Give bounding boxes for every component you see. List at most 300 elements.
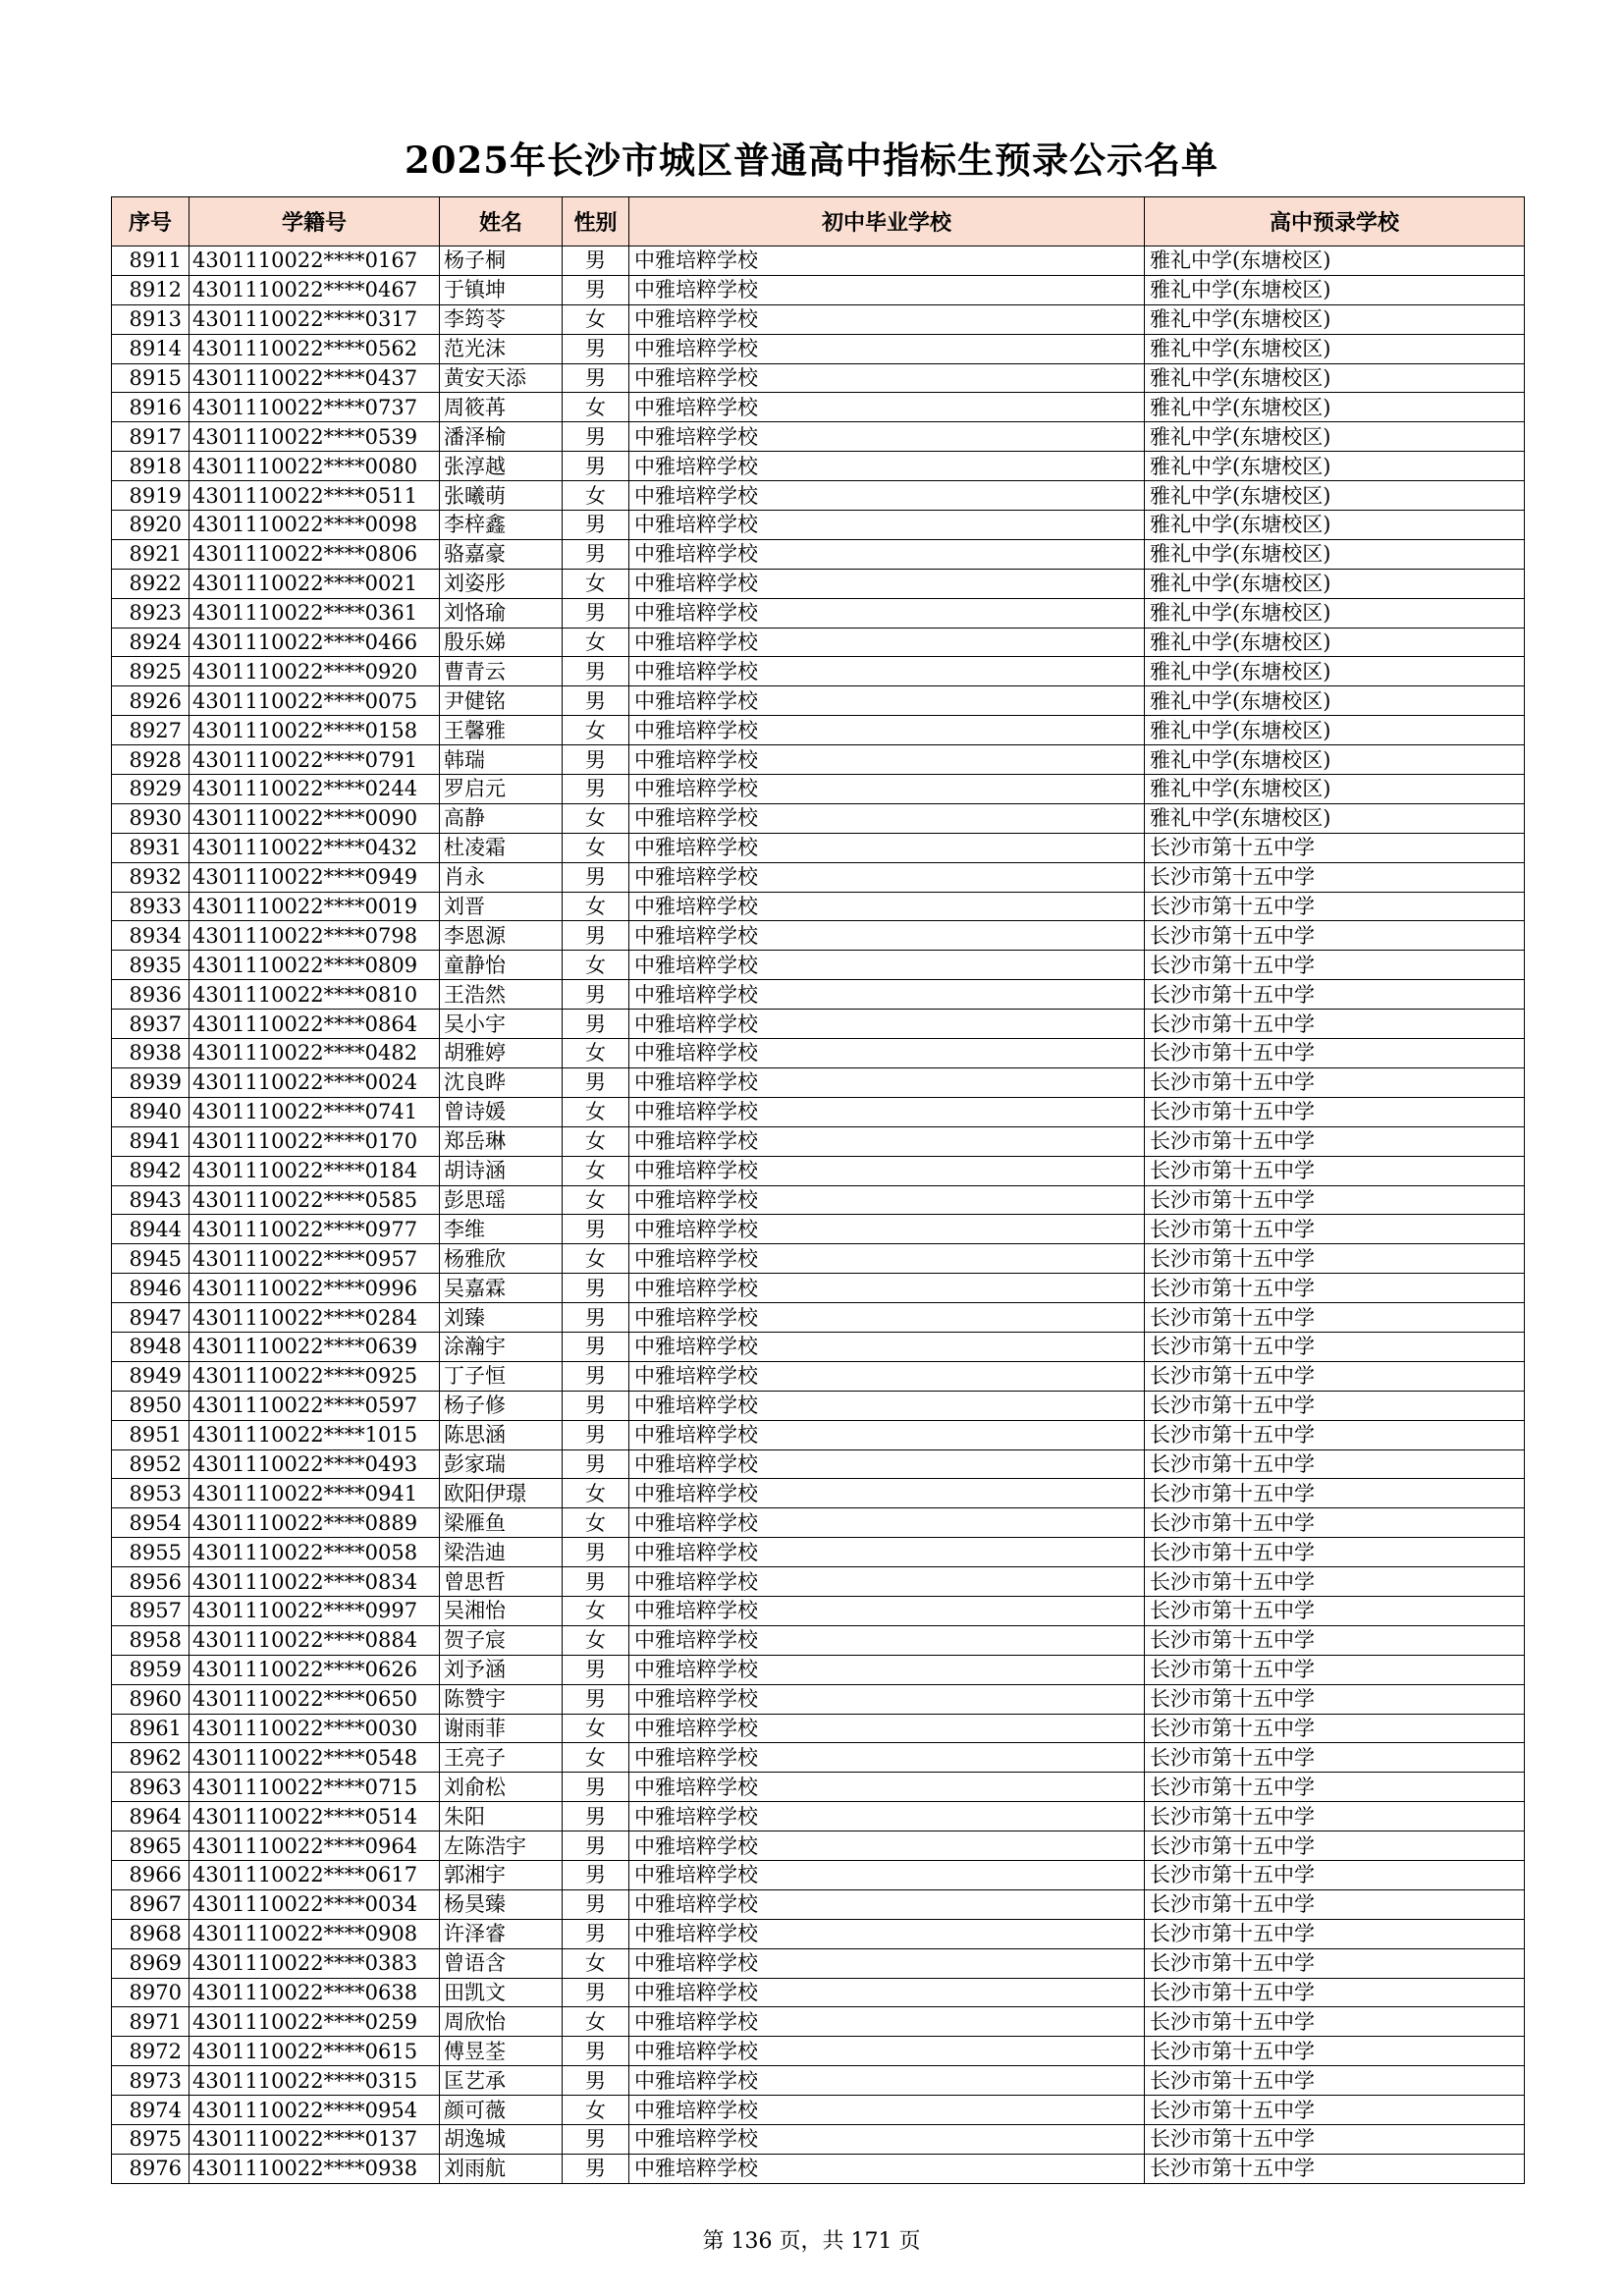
gender-cell: 男 xyxy=(563,1010,629,1039)
name-cell: 胡雅婷 xyxy=(440,1039,563,1068)
gender-cell: 男 xyxy=(563,775,629,804)
page-title: 2025年长沙市城区普通高中指标生预录公示名单 xyxy=(405,138,1218,182)
name-cell: 张曦萌 xyxy=(440,481,563,511)
serial-no-cell: 8969 xyxy=(112,1948,189,1978)
table-row xyxy=(112,1508,1525,1538)
serial-no-cell: 8942 xyxy=(112,1156,189,1185)
serial-no-cell: 8951 xyxy=(112,1420,189,1449)
senior-school-cell: 长沙市第十五中学 xyxy=(1145,1508,1525,1538)
junior-school-cell: 中雅培粹学校 xyxy=(629,657,1145,686)
serial-no-cell: 8956 xyxy=(112,1567,189,1597)
serial-no-cell: 8924 xyxy=(112,628,189,657)
name-cell: 尹健铭 xyxy=(440,686,563,716)
senior-school-cell: 雅礼中学(东塘校区) xyxy=(1145,657,1525,686)
junior-school-cell: 中雅培粹学校 xyxy=(629,1860,1145,1889)
junior-school-cell: 中雅培粹学校 xyxy=(629,1479,1145,1508)
gender-cell: 男 xyxy=(563,980,629,1010)
gender-cell: 男 xyxy=(563,1567,629,1597)
senior-school-cell: 雅礼中学(东塘校区) xyxy=(1145,334,1525,363)
serial-no-cell: 8968 xyxy=(112,1919,189,1948)
student-id-cell: 4301110022****0137 xyxy=(189,2125,440,2155)
senior-school-cell: 长沙市第十五中学 xyxy=(1145,1185,1525,1215)
junior-school-cell: 中雅培粹学校 xyxy=(629,2096,1145,2125)
gender-cell: 女 xyxy=(563,481,629,511)
gender-cell: 女 xyxy=(563,1948,629,1978)
gender-cell: 男 xyxy=(563,598,629,628)
table-row xyxy=(112,1097,1525,1126)
junior-school-cell: 中雅培粹学校 xyxy=(629,1303,1145,1333)
junior-school-cell: 中雅培粹学校 xyxy=(629,1361,1145,1391)
junior-school-cell: 中雅培粹学校 xyxy=(629,1420,1145,1449)
name-cell: 王馨雅 xyxy=(440,716,563,745)
gender-cell: 男 xyxy=(563,334,629,363)
table-row xyxy=(112,452,1525,481)
name-cell: 梁浩迪 xyxy=(440,1538,563,1567)
senior-school-cell: 雅礼中学(东塘校区) xyxy=(1145,569,1525,598)
name-cell: 陈赞宇 xyxy=(440,1684,563,1714)
gender-cell: 男 xyxy=(563,1420,629,1449)
junior-school-cell: 中雅培粹学校 xyxy=(629,2066,1145,2096)
serial-no-cell: 8955 xyxy=(112,1538,189,1567)
serial-no-cell: 8931 xyxy=(112,833,189,862)
student-id-cell: 4301110022****0437 xyxy=(189,363,440,393)
table-row xyxy=(112,2125,1525,2155)
student-id-cell: 4301110022****0562 xyxy=(189,334,440,363)
senior-school-cell: 长沙市第十五中学 xyxy=(1145,1274,1525,1303)
student-id-cell: 4301110022****0639 xyxy=(189,1332,440,1361)
serial-no-cell: 8964 xyxy=(112,1802,189,1831)
junior-school-cell: 中雅培粹学校 xyxy=(629,334,1145,363)
serial-no-cell: 8954 xyxy=(112,1508,189,1538)
student-id-cell: 4301110022****0864 xyxy=(189,1010,440,1039)
table-row xyxy=(112,393,1525,422)
gender-cell: 女 xyxy=(563,892,629,921)
table-row xyxy=(112,1215,1525,1244)
junior-school-cell: 中雅培粹学校 xyxy=(629,833,1145,862)
student-id-cell: 4301110022****0019 xyxy=(189,892,440,921)
gender-cell: 男 xyxy=(563,657,629,686)
table-row xyxy=(112,569,1525,598)
student-id-cell: 4301110022****0466 xyxy=(189,628,440,657)
student-id-cell: 4301110022****0920 xyxy=(189,657,440,686)
name-cell: 彭思瑶 xyxy=(440,1185,563,1215)
table-row xyxy=(112,862,1525,892)
serial-no-cell: 8975 xyxy=(112,2125,189,2155)
student-id-cell: 4301110022****0024 xyxy=(189,1067,440,1097)
junior-school-cell: 中雅培粹学校 xyxy=(629,1978,1145,2007)
name-cell: 沈良晔 xyxy=(440,1067,563,1097)
table-row xyxy=(112,1714,1525,1743)
gender-cell: 男 xyxy=(563,1655,629,1684)
gender-cell: 男 xyxy=(563,511,629,540)
gender-cell: 女 xyxy=(563,951,629,980)
name-cell: 王亮子 xyxy=(440,1743,563,1773)
student-id-cell: 4301110022****0034 xyxy=(189,1889,440,1919)
junior-school-cell: 中雅培粹学校 xyxy=(629,569,1145,598)
student-id-cell: 4301110022****0638 xyxy=(189,1978,440,2007)
student-id-cell: 4301110022****0925 xyxy=(189,1361,440,1391)
name-cell: 曹青云 xyxy=(440,657,563,686)
serial-no-cell: 8935 xyxy=(112,951,189,980)
senior-school-cell: 长沙市第十五中学 xyxy=(1145,1332,1525,1361)
table-row xyxy=(112,716,1525,745)
name-cell: 胡诗涵 xyxy=(440,1156,563,1185)
name-cell: 曾语含 xyxy=(440,1948,563,1978)
table-row xyxy=(112,1479,1525,1508)
name-cell: 刘雨航 xyxy=(440,2154,563,2183)
gender-cell: 男 xyxy=(563,1802,629,1831)
name-cell: 周欣怡 xyxy=(440,2007,563,2037)
gender-cell: 男 xyxy=(563,1919,629,1948)
table-row xyxy=(112,598,1525,628)
gender-cell: 男 xyxy=(563,1391,629,1420)
serial-no-cell: 8928 xyxy=(112,745,189,775)
student-id-cell: 4301110022****0075 xyxy=(189,686,440,716)
senior-school-cell: 雅礼中学(东塘校区) xyxy=(1145,775,1525,804)
name-cell: 骆嘉豪 xyxy=(440,539,563,569)
senior-school-cell: 长沙市第十五中学 xyxy=(1145,1126,1525,1156)
table-row xyxy=(112,334,1525,363)
name-cell: 殷乐娣 xyxy=(440,628,563,657)
gender-cell: 男 xyxy=(563,1361,629,1391)
name-cell: 童静怡 xyxy=(440,951,563,980)
name-cell: 杨雅欣 xyxy=(440,1244,563,1274)
serial-no-cell: 8952 xyxy=(112,1449,189,1479)
table-row xyxy=(112,980,1525,1010)
serial-no-cell: 8926 xyxy=(112,686,189,716)
name-cell: 郭湘宇 xyxy=(440,1860,563,1889)
serial-no-cell: 8915 xyxy=(112,363,189,393)
name-cell: 丁子恒 xyxy=(440,1361,563,1391)
junior-school-cell: 中雅培粹学校 xyxy=(629,452,1145,481)
gender-cell: 男 xyxy=(563,1449,629,1479)
student-id-cell: 4301110022****0941 xyxy=(189,1479,440,1508)
name-cell: 朱阳 xyxy=(440,1802,563,1831)
gender-cell: 男 xyxy=(563,2037,629,2066)
gender-cell: 女 xyxy=(563,803,629,833)
student-id-cell: 4301110022****0996 xyxy=(189,1274,440,1303)
table-row xyxy=(112,1420,1525,1449)
gender-cell: 男 xyxy=(563,422,629,452)
name-cell: 潘泽榆 xyxy=(440,422,563,452)
student-id-cell: 4301110022****0889 xyxy=(189,1508,440,1538)
junior-school-cell: 中雅培粹学校 xyxy=(629,803,1145,833)
junior-school-cell: 中雅培粹学校 xyxy=(629,1773,1145,1802)
junior-school-cell: 中雅培粹学校 xyxy=(629,1802,1145,1831)
serial-no-cell: 8945 xyxy=(112,1244,189,1274)
senior-school-cell: 长沙市第十五中学 xyxy=(1145,1215,1525,1244)
gender-cell: 男 xyxy=(563,1684,629,1714)
senior-school-cell: 雅礼中学(东塘校区) xyxy=(1145,422,1525,452)
table-row xyxy=(112,275,1525,304)
name-cell: 刘俞松 xyxy=(440,1773,563,1802)
serial-no-cell: 8971 xyxy=(112,2007,189,2037)
table-row xyxy=(112,2096,1525,2125)
student-id-cell: 4301110022****0715 xyxy=(189,1773,440,1802)
junior-school-cell: 中雅培粹学校 xyxy=(629,2037,1145,2066)
gender-cell: 女 xyxy=(563,1156,629,1185)
name-cell: 刘恪瑜 xyxy=(440,598,563,628)
junior-school-cell: 中雅培粹学校 xyxy=(629,304,1145,334)
gender-cell: 男 xyxy=(563,1889,629,1919)
table-body xyxy=(112,246,1525,2184)
junior-school-cell: 中雅培粹学校 xyxy=(629,1596,1145,1625)
name-cell: 彭家瑞 xyxy=(440,1449,563,1479)
name-cell: 刘姿彤 xyxy=(440,569,563,598)
gender-cell: 女 xyxy=(563,628,629,657)
serial-no-cell: 8932 xyxy=(112,862,189,892)
senior-school-cell: 长沙市第十五中学 xyxy=(1145,1684,1525,1714)
senior-school-cell: 长沙市第十五中学 xyxy=(1145,1567,1525,1597)
table-row xyxy=(112,1126,1525,1156)
serial-no-cell: 8974 xyxy=(112,2096,189,2125)
table-row xyxy=(112,1919,1525,1948)
name-cell: 陈思涵 xyxy=(440,1420,563,1449)
senior-school-cell: 雅礼中学(东塘校区) xyxy=(1145,393,1525,422)
gender-cell: 男 xyxy=(563,862,629,892)
senior-school-cell: 雅礼中学(东塘校区) xyxy=(1145,275,1525,304)
serial-no-cell: 8916 xyxy=(112,393,189,422)
gender-cell: 女 xyxy=(563,716,629,745)
senior-school-cell: 长沙市第十五中学 xyxy=(1145,1919,1525,1948)
header-gender: 性别 xyxy=(563,197,629,246)
table-row xyxy=(112,2007,1525,2037)
senior-school-cell: 长沙市第十五中学 xyxy=(1145,2125,1525,2155)
gender-cell: 男 xyxy=(563,686,629,716)
senior-school-cell: 长沙市第十五中学 xyxy=(1145,980,1525,1010)
serial-no-cell: 8938 xyxy=(112,1039,189,1068)
gender-cell: 女 xyxy=(563,833,629,862)
senior-school-cell: 长沙市第十五中学 xyxy=(1145,2037,1525,2066)
serial-no-cell: 8911 xyxy=(112,246,189,276)
student-id-cell: 4301110022****0810 xyxy=(189,980,440,1010)
senior-school-cell: 长沙市第十五中学 xyxy=(1145,833,1525,862)
gender-cell: 女 xyxy=(563,1714,629,1743)
student-id-cell: 4301110022****0244 xyxy=(189,775,440,804)
gender-cell: 男 xyxy=(563,539,629,569)
name-cell: 李梓鑫 xyxy=(440,511,563,540)
junior-school-cell: 中雅培粹学校 xyxy=(629,1743,1145,1773)
gender-cell: 男 xyxy=(563,1303,629,1333)
name-cell: 韩瑞 xyxy=(440,745,563,775)
name-cell: 杨子桐 xyxy=(440,246,563,276)
table-row xyxy=(112,1010,1525,1039)
gender-cell: 男 xyxy=(563,363,629,393)
student-id-cell: 4301110022****0361 xyxy=(189,598,440,628)
senior-school-cell: 长沙市第十五中学 xyxy=(1145,1596,1525,1625)
name-cell: 郑岳琳 xyxy=(440,1126,563,1156)
serial-no-cell: 8923 xyxy=(112,598,189,628)
gender-cell: 女 xyxy=(563,1185,629,1215)
gender-cell: 男 xyxy=(563,2066,629,2096)
serial-no-cell: 8957 xyxy=(112,1596,189,1625)
senior-school-cell: 长沙市第十五中学 xyxy=(1145,1303,1525,1333)
name-cell: 田凯文 xyxy=(440,1978,563,2007)
serial-no-cell: 8917 xyxy=(112,422,189,452)
senior-school-cell: 长沙市第十五中学 xyxy=(1145,1156,1525,1185)
table-row xyxy=(112,1802,1525,1831)
table-row xyxy=(112,1831,1525,1861)
student-id-cell: 4301110022****0617 xyxy=(189,1860,440,1889)
table-row xyxy=(112,1303,1525,1333)
junior-school-cell: 中雅培粹学校 xyxy=(629,2125,1145,2155)
senior-school-cell: 长沙市第十五中学 xyxy=(1145,1889,1525,1919)
serial-no-cell: 8953 xyxy=(112,1479,189,1508)
student-id-cell: 4301110022****0539 xyxy=(189,422,440,452)
student-id-cell: 4301110022****0938 xyxy=(189,2154,440,2183)
table-row xyxy=(112,2066,1525,2096)
senior-school-cell: 长沙市第十五中学 xyxy=(1145,1010,1525,1039)
table-row xyxy=(112,1449,1525,1479)
student-id-cell: 4301110022****0514 xyxy=(189,1802,440,1831)
serial-no-cell: 8966 xyxy=(112,1860,189,1889)
table-row xyxy=(112,1625,1525,1655)
senior-school-cell: 长沙市第十五中学 xyxy=(1145,1743,1525,1773)
header-name: 姓名 xyxy=(440,197,563,246)
senior-school-cell: 雅礼中学(东塘校区) xyxy=(1145,246,1525,276)
serial-no-cell: 8940 xyxy=(112,1097,189,1126)
gender-cell: 女 xyxy=(563,393,629,422)
header-student-id: 学籍号 xyxy=(189,197,440,246)
table-row xyxy=(112,1244,1525,1274)
student-id-cell: 4301110022****0737 xyxy=(189,393,440,422)
name-cell: 刘臻 xyxy=(440,1303,563,1333)
name-cell: 傅昱荃 xyxy=(440,2037,563,2066)
junior-school-cell: 中雅培粹学校 xyxy=(629,628,1145,657)
name-cell: 杜凌霜 xyxy=(440,833,563,862)
gender-cell: 女 xyxy=(563,2007,629,2037)
student-id-cell: 4301110022****0650 xyxy=(189,1684,440,1714)
junior-school-cell: 中雅培粹学校 xyxy=(629,775,1145,804)
junior-school-cell: 中雅培粹学校 xyxy=(629,980,1145,1010)
serial-no-cell: 8972 xyxy=(112,2037,189,2066)
serial-no-cell: 8962 xyxy=(112,1743,189,1773)
student-id-cell: 4301110022****0511 xyxy=(189,481,440,511)
gender-cell: 男 xyxy=(563,1067,629,1097)
serial-no-cell: 8959 xyxy=(112,1655,189,1684)
table-row xyxy=(112,951,1525,980)
serial-no-cell: 8919 xyxy=(112,481,189,511)
junior-school-cell: 中雅培粹学校 xyxy=(629,1126,1145,1156)
senior-school-cell: 长沙市第十五中学 xyxy=(1145,1244,1525,1274)
gender-cell: 男 xyxy=(563,2125,629,2155)
senior-school-cell: 长沙市第十五中学 xyxy=(1145,1625,1525,1655)
table-row xyxy=(112,304,1525,334)
student-id-cell: 4301110022****0798 xyxy=(189,921,440,951)
student-id-cell: 4301110022****1015 xyxy=(189,1420,440,1449)
table-row xyxy=(112,1889,1525,1919)
table-row xyxy=(112,803,1525,833)
senior-school-cell: 长沙市第十五中学 xyxy=(1145,1860,1525,1889)
name-cell: 杨子修 xyxy=(440,1391,563,1420)
serial-no-cell: 8913 xyxy=(112,304,189,334)
admission-table xyxy=(111,196,1525,2184)
junior-school-cell: 中雅培粹学校 xyxy=(629,2007,1145,2037)
senior-school-cell: 长沙市第十五中学 xyxy=(1145,1538,1525,1567)
senior-school-cell: 长沙市第十五中学 xyxy=(1145,2096,1525,2125)
name-cell: 曾思哲 xyxy=(440,1567,563,1597)
name-cell: 李恩源 xyxy=(440,921,563,951)
student-id-cell: 4301110022****0493 xyxy=(189,1449,440,1479)
junior-school-cell: 中雅培粹学校 xyxy=(629,1156,1145,1185)
gender-cell: 女 xyxy=(563,1508,629,1538)
senior-school-cell: 雅礼中学(东塘校区) xyxy=(1145,686,1525,716)
gender-cell: 男 xyxy=(563,1332,629,1361)
name-cell: 肖永 xyxy=(440,862,563,892)
table-row xyxy=(112,1361,1525,1391)
name-cell: 范光沫 xyxy=(440,334,563,363)
gender-cell: 女 xyxy=(563,304,629,334)
senior-school-cell: 长沙市第十五中学 xyxy=(1145,862,1525,892)
gender-cell: 女 xyxy=(563,1479,629,1508)
gender-cell: 女 xyxy=(563,1625,629,1655)
table-row xyxy=(112,2037,1525,2066)
table-row xyxy=(112,1978,1525,2007)
serial-no-cell: 8930 xyxy=(112,803,189,833)
table-row xyxy=(112,1948,1525,1978)
gender-cell: 男 xyxy=(563,1978,629,2007)
student-id-cell: 4301110022****0432 xyxy=(189,833,440,862)
senior-school-cell: 长沙市第十五中学 xyxy=(1145,2066,1525,2096)
table-row xyxy=(112,1274,1525,1303)
gender-cell: 男 xyxy=(563,246,629,276)
junior-school-cell: 中雅培粹学校 xyxy=(629,481,1145,511)
student-id-cell: 4301110022****0741 xyxy=(189,1097,440,1126)
serial-no-cell: 8973 xyxy=(112,2066,189,2096)
senior-school-cell: 雅礼中学(东塘校区) xyxy=(1145,363,1525,393)
gender-cell: 女 xyxy=(563,1097,629,1126)
gender-cell: 男 xyxy=(563,452,629,481)
page-footer: 第 136 页，共 171 页 xyxy=(702,2229,921,2254)
student-id-cell: 4301110022****0615 xyxy=(189,2037,440,2066)
name-cell: 于镇坤 xyxy=(440,275,563,304)
student-id-cell: 4301110022****0884 xyxy=(189,1625,440,1655)
name-cell: 罗启元 xyxy=(440,775,563,804)
gender-cell: 男 xyxy=(563,1538,629,1567)
name-cell: 高静 xyxy=(440,803,563,833)
senior-school-cell: 雅礼中学(东塘校区) xyxy=(1145,452,1525,481)
senior-school-cell: 雅礼中学(东塘校区) xyxy=(1145,511,1525,540)
name-cell: 许泽睿 xyxy=(440,1919,563,1948)
serial-no-cell: 8922 xyxy=(112,569,189,598)
student-id-cell: 4301110022****0482 xyxy=(189,1039,440,1068)
table-header xyxy=(112,197,1525,246)
senior-school-cell: 长沙市第十五中学 xyxy=(1145,1831,1525,1861)
senior-school-cell: 长沙市第十五中学 xyxy=(1145,2007,1525,2037)
name-cell: 吴湘怡 xyxy=(440,1596,563,1625)
junior-school-cell: 中雅培粹学校 xyxy=(629,1831,1145,1861)
serial-no-cell: 8943 xyxy=(112,1185,189,1215)
senior-school-cell: 雅礼中学(东塘校区) xyxy=(1145,628,1525,657)
table-row xyxy=(112,1596,1525,1625)
junior-school-cell: 中雅培粹学校 xyxy=(629,1567,1145,1597)
junior-school-cell: 中雅培粹学校 xyxy=(629,1889,1145,1919)
name-cell: 谢雨菲 xyxy=(440,1714,563,1743)
senior-school-cell: 长沙市第十五中学 xyxy=(1145,921,1525,951)
table-row xyxy=(112,2154,1525,2183)
student-id-cell: 4301110022****0548 xyxy=(189,1743,440,1773)
table-row xyxy=(112,892,1525,921)
student-id-cell: 4301110022****0809 xyxy=(189,951,440,980)
junior-school-cell: 中雅培粹学校 xyxy=(629,745,1145,775)
junior-school-cell: 中雅培粹学校 xyxy=(629,921,1145,951)
table-row xyxy=(112,657,1525,686)
table-row xyxy=(112,1773,1525,1802)
table-row xyxy=(112,246,1525,276)
student-id-cell: 4301110022****0090 xyxy=(189,803,440,833)
table-row xyxy=(112,1067,1525,1097)
senior-school-cell: 长沙市第十五中学 xyxy=(1145,1420,1525,1449)
